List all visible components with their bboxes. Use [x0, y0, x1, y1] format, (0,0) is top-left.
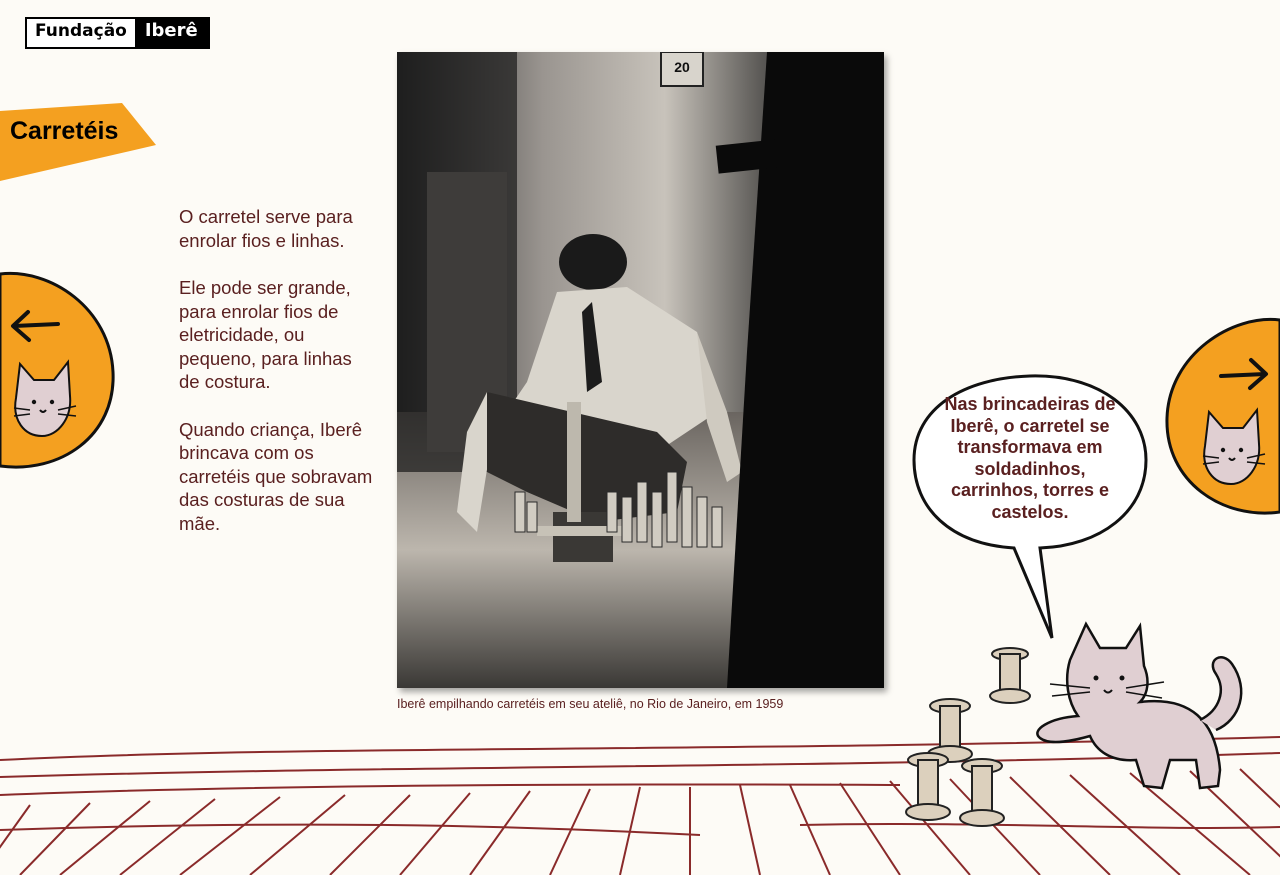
section-title-tag	[0, 103, 158, 181]
paragraph-3: Quando criança, Iberê brincava com os carretéis que sobravam das costuras de sua mãe.	[179, 418, 373, 534]
historical-photo	[397, 52, 884, 688]
paragraph-1: O carretel serve para enrolar fios e linhas.	[179, 206, 353, 251]
section-title: Carretéis	[10, 117, 119, 145]
next-page-button[interactable]	[1163, 314, 1280, 520]
photo-caption: Iberê empilhando carretéis em seu ateliê, no Rio de Janeiro, em 1959	[397, 697, 784, 711]
logo-text-fundacao: Fundação	[35, 21, 127, 41]
calendar-number: 20	[674, 59, 690, 75]
paragraph-2: Ele pode ser grande, para enrolar fios de eletricidade, ou pequeno, para linhas de costura.	[179, 277, 352, 392]
body-text	[179, 205, 374, 559]
cat-with-spools-illustration	[900, 620, 1260, 840]
speech-bubble	[910, 372, 1150, 642]
speech-text: Nas brincadeiras de Iberê, o carretel se transformava em soldadinhos, carrinhos, torres e castelos.	[944, 394, 1116, 522]
logo-text-ibere: Iberê	[135, 19, 208, 47]
logo[interactable]	[25, 17, 210, 49]
prev-page-button[interactable]	[0, 268, 118, 472]
spool-icon	[990, 648, 1030, 703]
cat-icon	[1037, 624, 1241, 788]
